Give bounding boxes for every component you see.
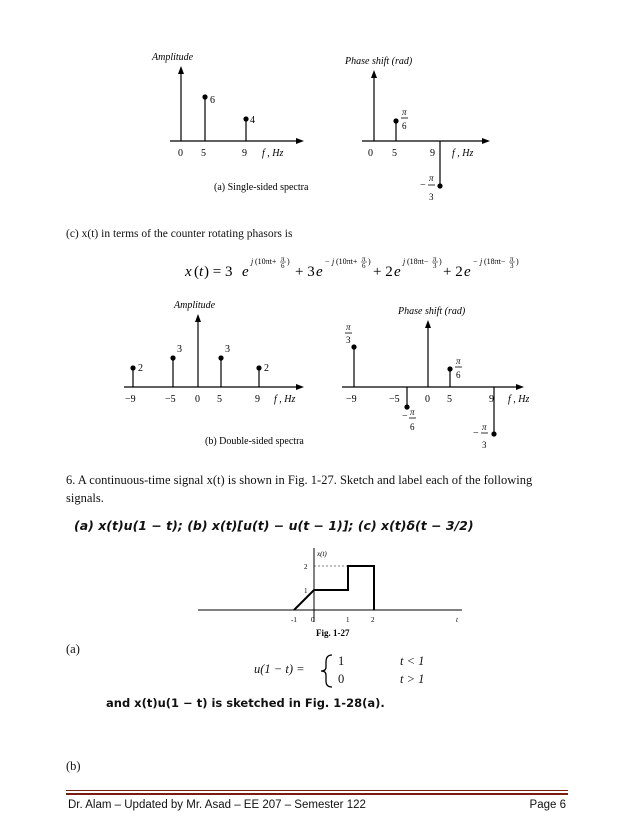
svg-text:π: π — [402, 107, 407, 117]
svg-text:(10πt+: (10πt+ — [336, 257, 358, 266]
svg-text:9: 9 — [430, 148, 435, 159]
svg-text:e: e — [316, 264, 323, 280]
amp-axis-label: Amplitude — [152, 52, 194, 63]
svg-text:−5: −5 — [389, 394, 400, 405]
svg-text:π: π — [410, 407, 415, 417]
phase-axis-label: Phase shift (rad) — [345, 56, 413, 67]
amp-dot-5 — [202, 94, 207, 99]
u-case2-val: 0 — [338, 672, 345, 686]
tick-0: 0 — [178, 148, 183, 159]
caption-double-sided: (b) Double-sided spectra — [205, 436, 304, 447]
svg-text:−: − — [473, 428, 479, 439]
fig-tick-x2: 2 — [371, 616, 375, 624]
single-sided-spectra-figure — [150, 48, 510, 218]
svg-text:9: 9 — [489, 394, 494, 405]
single-amplitude-plot — [151, 52, 304, 159]
phase-axis-label-2: Phase shift (rad) — [398, 306, 466, 317]
svg-text:5: 5 — [217, 394, 222, 405]
svg-text:−: − — [402, 411, 408, 422]
svg-text:π: π — [510, 255, 514, 263]
fig-tick-x1: 1 — [346, 616, 350, 624]
svg-text:(18πt−: (18πt− — [407, 257, 429, 266]
svg-text:3: 3 — [346, 335, 351, 345]
svg-text:π: π — [281, 255, 285, 263]
fig-x-label: t — [456, 616, 458, 624]
u-case1-cond: t < 1 — [400, 654, 425, 668]
svg-text:(10πt+: (10πt+ — [255, 257, 277, 266]
svg-text:3: 3 — [510, 262, 514, 270]
svg-text:−9: −9 — [346, 394, 357, 405]
tick-5: 5 — [201, 148, 206, 159]
svg-text:j: j — [332, 257, 335, 266]
svg-text:6: 6 — [362, 262, 366, 270]
tick-fhz: f , Hz — [262, 148, 284, 159]
footer-rule-thick — [66, 793, 568, 795]
footer-rule-thin — [66, 790, 568, 791]
footer-page-number: Page 6 — [529, 799, 566, 811]
svg-text:): ) — [368, 257, 371, 266]
svg-text:−: − — [325, 257, 330, 266]
svg-text:(18πt−: (18πt− — [484, 257, 506, 266]
svg-text:π: π — [429, 173, 434, 183]
amp2-value-b: 3 — [177, 344, 182, 355]
single-phase-plot — [344, 56, 490, 202]
amp-dot-9 — [243, 116, 248, 121]
svg-text:f , Hz: f , Hz — [274, 394, 296, 405]
answer-a-label: (a) — [66, 642, 80, 656]
svg-text:π: π — [482, 422, 487, 432]
u-case2-cond: t > 1 — [400, 672, 425, 686]
u-def-lhs: u(1 − t) = — [254, 662, 305, 676]
footer-left-text: Dr. Alam – Updated by Mr. Asad – EE 207 – Semester 122 — [68, 799, 366, 811]
problem6-text: 6. A continuous-time signal x(t) is shown in Fig. 1-27. Sketch and label each of the following signals. — [66, 473, 533, 505]
svg-text:π: π — [433, 255, 437, 263]
svg-text:x: x — [185, 264, 192, 280]
svg-text:−: − — [420, 180, 426, 191]
brace-icon — [320, 654, 334, 688]
tick-9: 9 — [242, 148, 247, 159]
svg-text:(: ( — [194, 264, 199, 280]
double-phase-plot — [342, 306, 530, 450]
svg-text:π: π — [346, 322, 351, 332]
svg-text:t: t — [199, 264, 204, 280]
svg-text:0: 0 — [195, 394, 200, 405]
svg-text:3: 3 — [433, 262, 437, 270]
svg-text:π: π — [456, 356, 461, 366]
phasor-equation — [185, 254, 535, 286]
svg-text:j: j — [480, 257, 483, 266]
svg-text:6: 6 — [456, 370, 461, 380]
amp-value-6: 6 — [210, 95, 215, 106]
svg-text:−9: −9 — [125, 394, 136, 405]
svg-text:j: j — [403, 257, 406, 266]
fig-tick-x0: 0 — [311, 616, 315, 624]
svg-text:f , Hz: f , Hz — [508, 394, 530, 405]
phase-dot-9 — [437, 183, 442, 188]
fig-tick-y2: 2 — [304, 563, 308, 571]
svg-text:−: − — [473, 257, 478, 266]
svg-text:3: 3 — [429, 192, 434, 202]
svg-text:6: 6 — [410, 422, 415, 432]
svg-text:6: 6 — [402, 121, 407, 131]
svg-text:e: e — [242, 264, 249, 280]
svg-text:) = 3: ) = 3 — [204, 264, 233, 280]
amp2-value-a: 2 — [138, 363, 143, 374]
svg-text:+ 2: + 2 — [443, 264, 463, 280]
svg-text:f , Hz: f , Hz — [452, 148, 474, 159]
double-amplitude-plot — [124, 300, 304, 405]
svg-text:): ) — [439, 257, 442, 266]
svg-text:): ) — [287, 257, 290, 266]
svg-text:5: 5 — [447, 394, 452, 405]
answer-b-label: (b) — [66, 759, 81, 773]
svg-text:e: e — [394, 264, 401, 280]
amp2-value-d: 2 — [264, 363, 269, 374]
svg-text:j: j — [251, 257, 254, 266]
part-c-text: (c) x(t) in terms of the counter rotating phasors is — [66, 228, 293, 240]
svg-text:): ) — [516, 257, 519, 266]
problem6-parts: (a) x(t)u(1 − t); (b) x(t)[u(t) − u(t − 1)]; (c) x(t)δ(t − 3/2) — [74, 518, 474, 533]
fig-tick-y1: 1 — [304, 587, 308, 595]
phase-dot-5 — [393, 118, 398, 123]
figure-1-27 — [198, 544, 478, 644]
u-case1-val: 1 — [338, 654, 345, 668]
fig-caption: Fig. 1-27 — [316, 628, 350, 638]
sketch-note: and x(t)u(1 − t) is sketched in Fig. 1-28(a). — [106, 696, 385, 710]
svg-text:0: 0 — [368, 148, 373, 159]
svg-text:3: 3 — [482, 440, 487, 450]
svg-text:+ 3: + 3 — [295, 264, 315, 280]
svg-text:6: 6 — [281, 262, 285, 270]
amp-value-4: 4 — [250, 115, 255, 126]
svg-text:9: 9 — [255, 394, 260, 405]
svg-text:π: π — [362, 255, 366, 263]
svg-text:5: 5 — [392, 148, 397, 159]
amp2-value-c: 3 — [225, 344, 230, 355]
fig-tick-xm1: -1 — [291, 616, 297, 624]
amp-axis-label-2: Amplitude — [174, 300, 216, 311]
svg-text:−5: −5 — [165, 394, 176, 405]
svg-text:0: 0 — [425, 394, 430, 405]
fig-y-label: x(t) — [317, 550, 327, 558]
caption-single-sided: (a) Single-sided spectra — [214, 182, 309, 193]
double-sided-spectra-figure — [110, 296, 550, 456]
svg-text:+ 2: + 2 — [373, 264, 393, 280]
svg-text:e: e — [464, 264, 471, 280]
